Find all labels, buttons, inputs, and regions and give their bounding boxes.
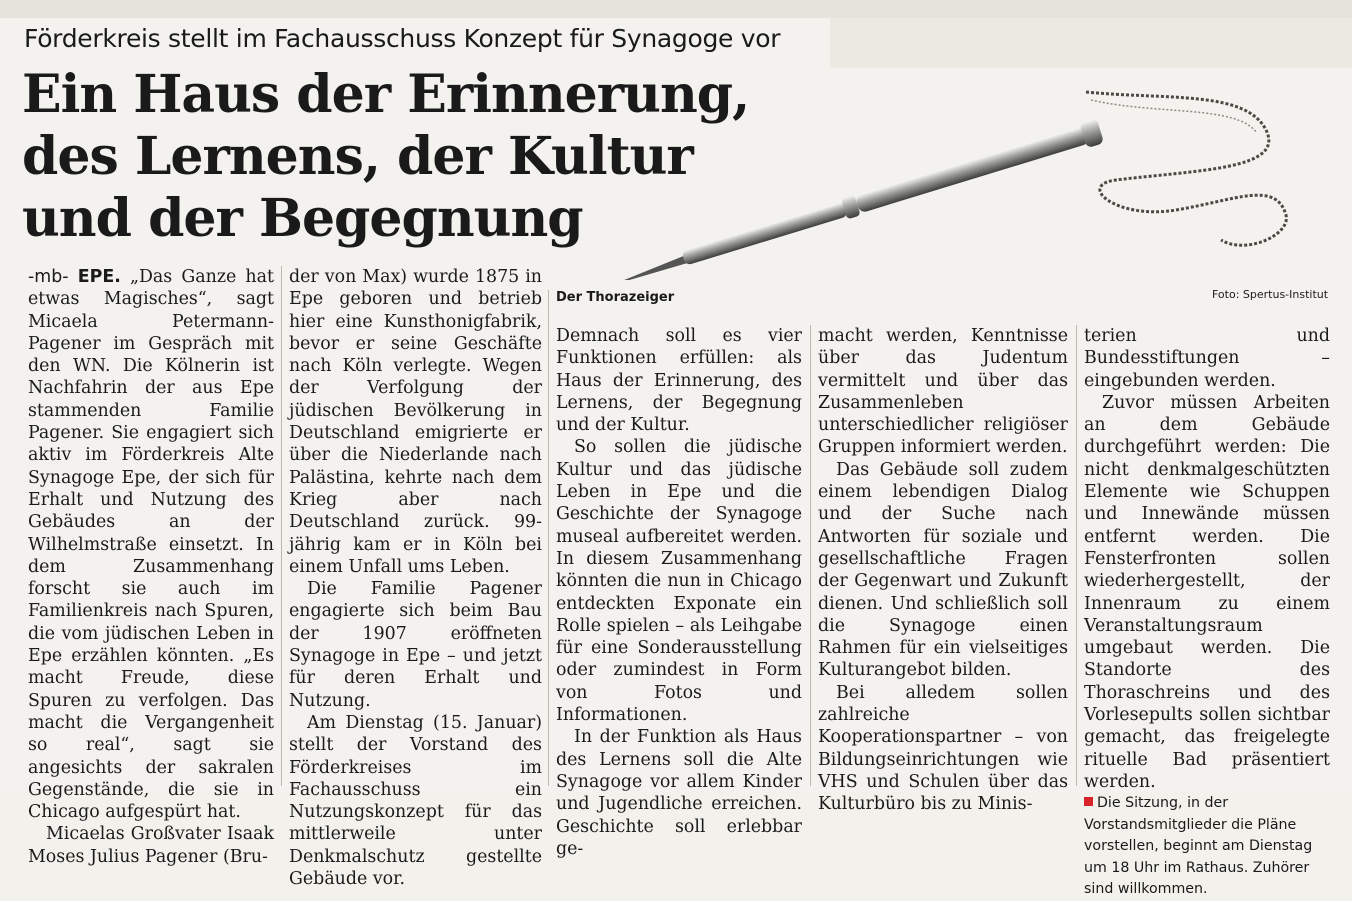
paragraph: terien und Bundesstiftungen – eingebunden werden.: [1084, 326, 1330, 391]
article-column-2: [289, 266, 542, 890]
paragraph: Bei alledem sollen zahlreiche Kooperationspartner – von Bildungseinrichtungen wie VHS und Schulen über das Kulturbüro bis zu Minis-: [818, 682, 1068, 815]
torah-pointer-photo: [556, 60, 1336, 280]
photo-credit: Foto: Spertus-Institut: [1212, 288, 1329, 301]
article-column-5: [1084, 325, 1330, 901]
paragraph: Am Dienstag (15. Januar) stellt der Vorstand des Förderkreises im Fachausschuss ein Nutzungskonzept für das mittlerweile unter Denkmalschutz gestellte Gebäude vor.: [289, 712, 542, 890]
paragraph: macht werden, Kenntnisse über das Judentum vermittelt und über das Zusammenleben unterschiedlicher religiöser Gruppen informiert werden.: [818, 326, 1068, 458]
dateline: EPE.: [77, 267, 121, 287]
lead-paragraph: [28, 266, 274, 823]
paragraph: So sollen die jüdische Kultur und das jüdische Leben in Epe und die Geschichte der Synagoge museal aufbereitet werden. In diesem Zusammenhang könnten die nun in Chicago entdeckten Exponate ein Rolle spielen – als Leihgabe für eine Sonderausstellung oder zumindest in Form von Fotos und Informationen.: [556, 437, 802, 726]
article-column-4: [818, 325, 1068, 816]
column-divider: [810, 325, 811, 786]
lead-text: „Das Ganze hat etwas Magisches“, sagt Micaela Petermann-Pagener im Gespräch mit den WN. Die Kölnerin ist Nachfahrin der aus Epe stammenden Familie Pagener. Sie engagiert sich aktiv im Förderkreis Alte Synagoge Epe, der sich für Erhalt und Nutzung des Gebäudes an der Wilhelmstraße einsetzt. In dem Zusammenhang forscht sie auch im Familienkreis nach Spuren, die vom jüdischen Leben in Epe erzählen könnten. „Es macht Freude, diese Spuren zu verfolgen. Das macht die Vergangenheit so real“, sagt sie angesichts der sakralen Gegenstände, die sie in Chicago aufgespürt hat.: [28, 267, 274, 823]
column-divider: [548, 290, 549, 786]
paragraph: der von Max) wurde 1875 in Epe geboren und betrieb hier eine Kunsthonigfabrik, bevor er seine Geschäfte nach Köln verlegte. Wegen der Verfolgung der jüdischen Bevölkerung in Deutschland emigrierte er über die Niederlande nach Palästina, kehrte nach dem Krieg aber nach Deutschland zurück. 99-jährig kam er in Köln bei einem Unfall ums Leben.: [289, 267, 542, 577]
article-column-1: [28, 266, 274, 868]
photo-caption: Der Thorazeiger: [556, 290, 675, 305]
column-divider: [1076, 325, 1077, 786]
kicker: Förderkreis stellt im Fachausschuss Konzept für Synagoge vor: [24, 24, 781, 53]
red-square-icon: [1084, 797, 1093, 806]
byline: -mb-: [28, 267, 69, 287]
article-column-3: [556, 325, 802, 860]
column-divider: [281, 266, 282, 786]
adjacent-page-bleed-top: [0, 0, 1352, 18]
headline-line-2: des Lernens, der Kultur: [22, 126, 693, 187]
paragraph: Das Gebäude soll zudem einem lebendigen Dialog und der Suche nach Antworten für soziale und gesellschaftliche Fragen der Gegenwart und Zukunft dienen. Und schließlich soll die Synagoge einen Rahmen für ein vielseitiges Kulturangebot bilden.: [818, 459, 1068, 681]
paragraph: In der Funktion als Haus des Lernens soll die Alte Synagoge vor allem Kinder und Jugendliche erreichen. Geschichte soll erlebbar ge-: [556, 727, 802, 859]
paragraph: Micaelas Großvater Isaak Moses Julius Pagener (Bru-: [28, 824, 274, 867]
headline-line-1: Ein Haus der Erinnerung,: [22, 64, 750, 125]
info-note-text: Die Sitzung, in der Vorstandsmitglieder die Pläne vorstellen, beginnt am Dienstag um 18 Uhr im Rathaus. Zuhörer sind willkommen.: [1084, 795, 1313, 898]
paragraph: Demnach soll es vier Funktionen erfüllen: als Haus der Erinnerung, des Lernens, der Begegnung und der Kultur.: [556, 326, 802, 436]
headline-line-3: und der Begegnung: [22, 188, 583, 249]
paragraph: Die Familie Pagener engagierte sich beim Bau der 1907 eröffneten Synagoge in Epe – und jetzt für deren Erhalt und Nutzung.: [289, 579, 542, 711]
paragraph: Zuvor müssen Arbeiten an dem Gebäude durchgeführt werden: Die nicht denkmalgeschützten Elemente wie Schuppen und Innewände müssen entfernt werden. Die Fensterfronten sollen wiederhergestellt, der Innenraum zu einem Veranstaltungsraum umgebaut werden. Die Standorte des Thoraschreins und des Vorlesepults sollen sichtbar gemacht, das freigelegte rituelle Bad präsentiert werden.: [1084, 392, 1330, 792]
info-note: [1084, 793, 1330, 901]
